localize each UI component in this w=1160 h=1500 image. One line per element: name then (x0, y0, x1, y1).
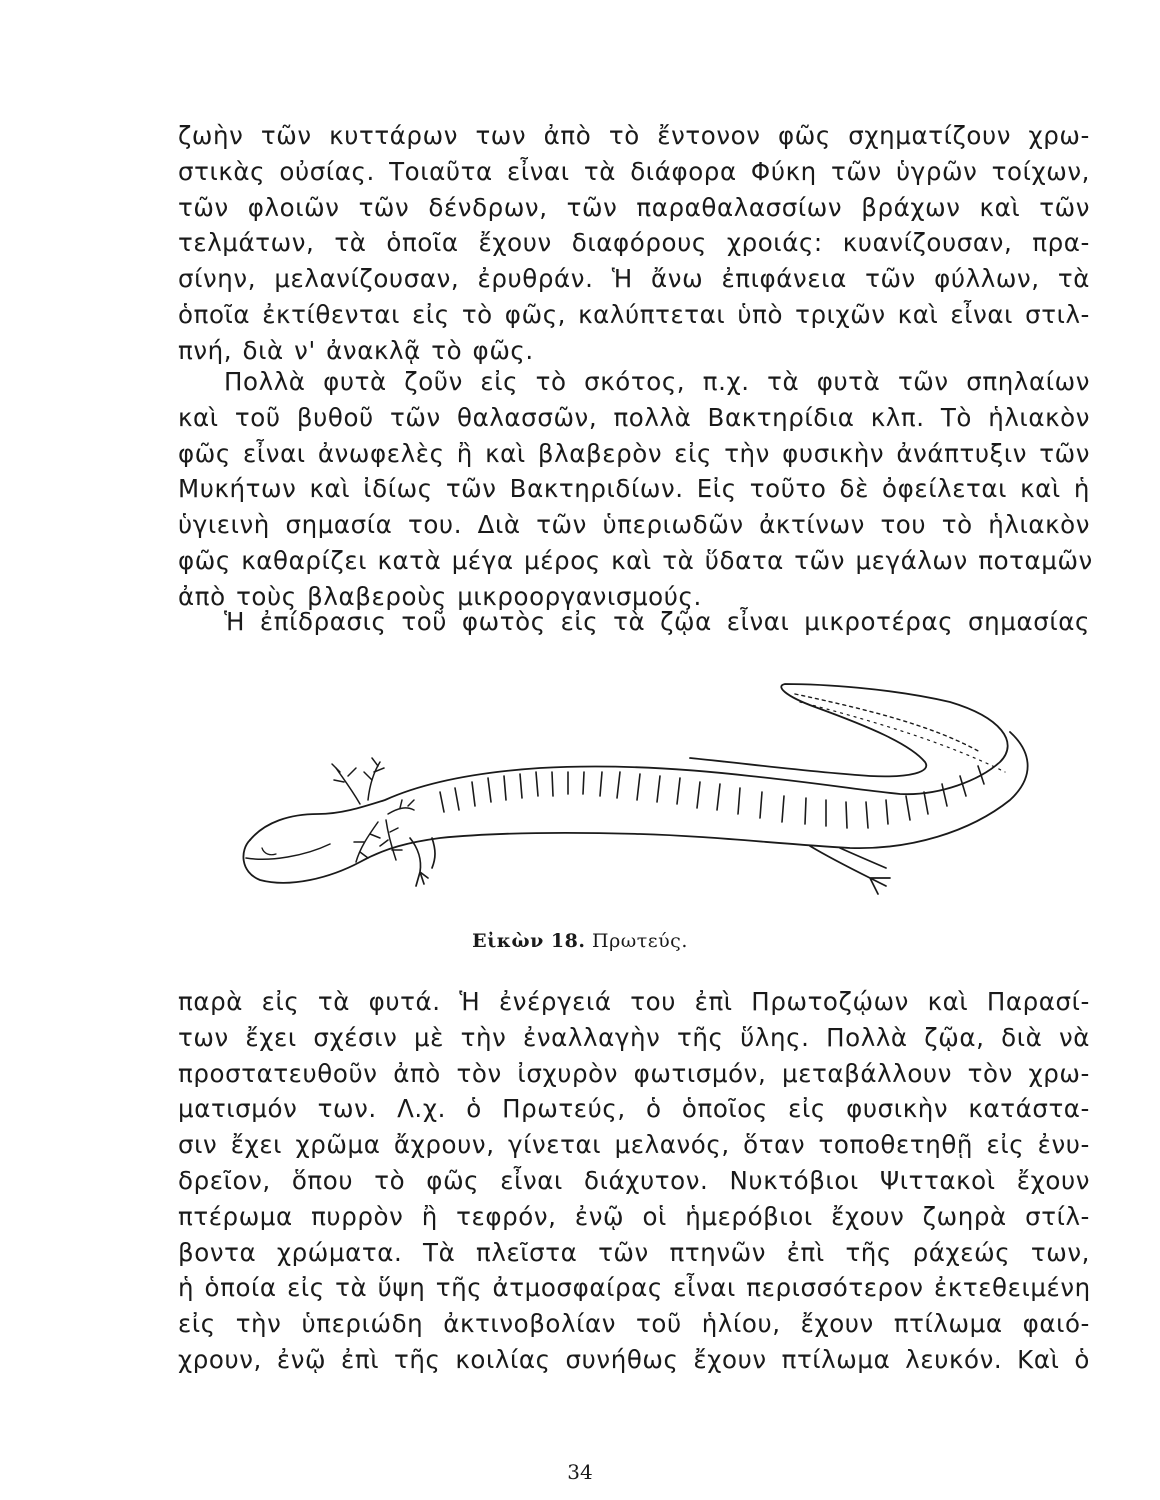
text-line: ἀπὸ τοὺς βλαβεροὺς μικροοργανισμούς. (178, 581, 702, 611)
text-line: παρὰ εἰς τὰ φυτά. Ἡ ἐνέργειά του ἐπὶ Πρωτοζῴων καὶ Παρασί- (178, 987, 1090, 1016)
text-line: ὁποῖα ἐκτίθενται εἰς τὸ φῶς, καλύπτεται ὑπὸ τριχῶν καὶ εἶναι στιλ- (178, 299, 1090, 329)
text-line: ἡ ὁποία εἰς τὰ ὕψη τῆς ἀτμοσφαίρας εἶναι περισσότερον ἐκτεθειμένη (178, 1273, 1091, 1303)
paragraph-2 (178, 364, 1093, 615)
text-line: φῶς εἶναι ἀνωφελὲς ἢ καὶ βλαβερὸν εἰς τὴν φυσικὴν ἀνάπτυξιν τῶν (178, 438, 1090, 468)
figure-caption (0, 930, 1160, 952)
text-line: σίνην, μελανίζουσαν, ἐρυθράν. Ἡ ἄνω ἐπιφάνεια τῶν φύλλων, τὰ (178, 264, 1090, 294)
text-line: δρεῖον, ὅπου τὸ φῶς εἶναι διάχυτον. Νυκτόβιοι Ψιττακοὶ ἔχουν (178, 1165, 1090, 1195)
mouth-line (246, 844, 330, 859)
text-line: στικὰς οὐσίας. Τοιαῦτα εἶναι τὰ διάφορα Φύκη τῶν ὑγρῶν τοίχων, (178, 156, 1090, 186)
text-line: πνή, διὰ ν' ἀνακλᾷ τὸ φῶς. (178, 335, 534, 365)
text-line: τελμάτων, τὰ ὁποῖα ἔχουν διαφόρους χροιάς: κυανίζουσαν, πρα- (178, 228, 1090, 258)
figure-caption-text: Πρωτεύς. (592, 930, 688, 952)
paragraph-4 (178, 984, 1090, 1378)
paragraph-3 (178, 604, 1090, 640)
text-line: ματισμόν των. Λ.χ. ὁ Πρωτεύς, ὁ ὁποῖος εἰς φυσικὴν κατάστα- (178, 1094, 1090, 1124)
external-gills (332, 758, 414, 862)
body-outline-top (250, 684, 1008, 840)
text-line: προστατευθοῦν ἀπὸ τὸν ἰσχυρὸν φωτισμόν, μεταβάλλουν τὸν χρω- (178, 1058, 1090, 1088)
text-line: ὑγιεινὴ σημασία του. Διὰ τῶν ὑπεριωδῶν ἀκτίνων του τὸ ἡλιακὸν (178, 510, 1090, 540)
figure-caption-label: Εἰκὼν 18. (472, 930, 586, 952)
page-number: 34 (567, 1460, 593, 1484)
text-line: των ἔχει σχέσιν μὲ τὴν ἐναλλαγὴν τῆς ὕλης. Πολλὰ ζῷα, διὰ νὰ (178, 1022, 1090, 1052)
front-leg (410, 838, 435, 886)
text-line: χρουν, ἐνῷ ἐπὶ τῆς κοιλίας συνήθως ἔχουν πτίλωμα λευκόν. Καὶ ὁ (178, 1344, 1090, 1374)
hind-leg (810, 846, 890, 894)
proteus-illustration (210, 672, 1040, 922)
paragraph-1 (178, 118, 1090, 369)
text-line: φῶς καθαρίζει κατὰ μέγα μέρος καὶ τὰ ὕδατα τῶν μεγάλων ποταμῶν (178, 545, 1093, 575)
text-line: Ἡ ἐπίδρασις τοῦ φωτὸς εἰς τὰ ζῷα εἶναι μικροτέρας σημασίας (224, 607, 1090, 636)
text-line: τῶν φλοιῶν τῶν δένδρων, τῶν παραθαλασσίων βράχων καὶ τῶν (178, 192, 1090, 222)
text-line: βοντα χρώματα. Τὰ πλεῖστα τῶν πτηνῶν ἐπὶ τῆς ράχεώς των, (178, 1237, 1090, 1267)
text-line: Πολλὰ φυτὰ ζοῦν εἰς τὸ σκότος, π.χ. τὰ φυτὰ τῶν σπηλαίων (224, 367, 1090, 396)
text-line: εἰς τὴν ὑπεριώδη ἀκτινοβολίαν τοῦ ἡλίου, ἔχουν πτίλωμα φαιό- (178, 1309, 1090, 1339)
text-line: πτέρωμα πυρρὸν ἢ τεφρόν, ἐνῷ οἱ ἡμερόβιοι ἔχουν ζωηρὰ στίλ- (178, 1201, 1090, 1231)
text-line: σιν ἔχει χρῶμα ἄχρουν, γίνεται μελανός, ὅταν τοποθετηθῇ εἰς ἐνυ- (178, 1130, 1090, 1160)
text-line: καὶ τοῦ βυθοῦ τῶν θαλασσῶν, πολλὰ Βακτηρίδια κλπ. Τὸ ἡλιακὸν (178, 402, 1090, 432)
text-line: ζωὴν τῶν κυττάρων των ἀπὸ τὸ ἔντονον φῶς σχηματίζουν χρω- (178, 121, 1090, 150)
text-line: Μυκήτων καὶ ἰδίως τῶν Βακτηριδίων. Εἰς τοῦτο δὲ ὀφείλεται καὶ ἡ (178, 474, 1090, 504)
